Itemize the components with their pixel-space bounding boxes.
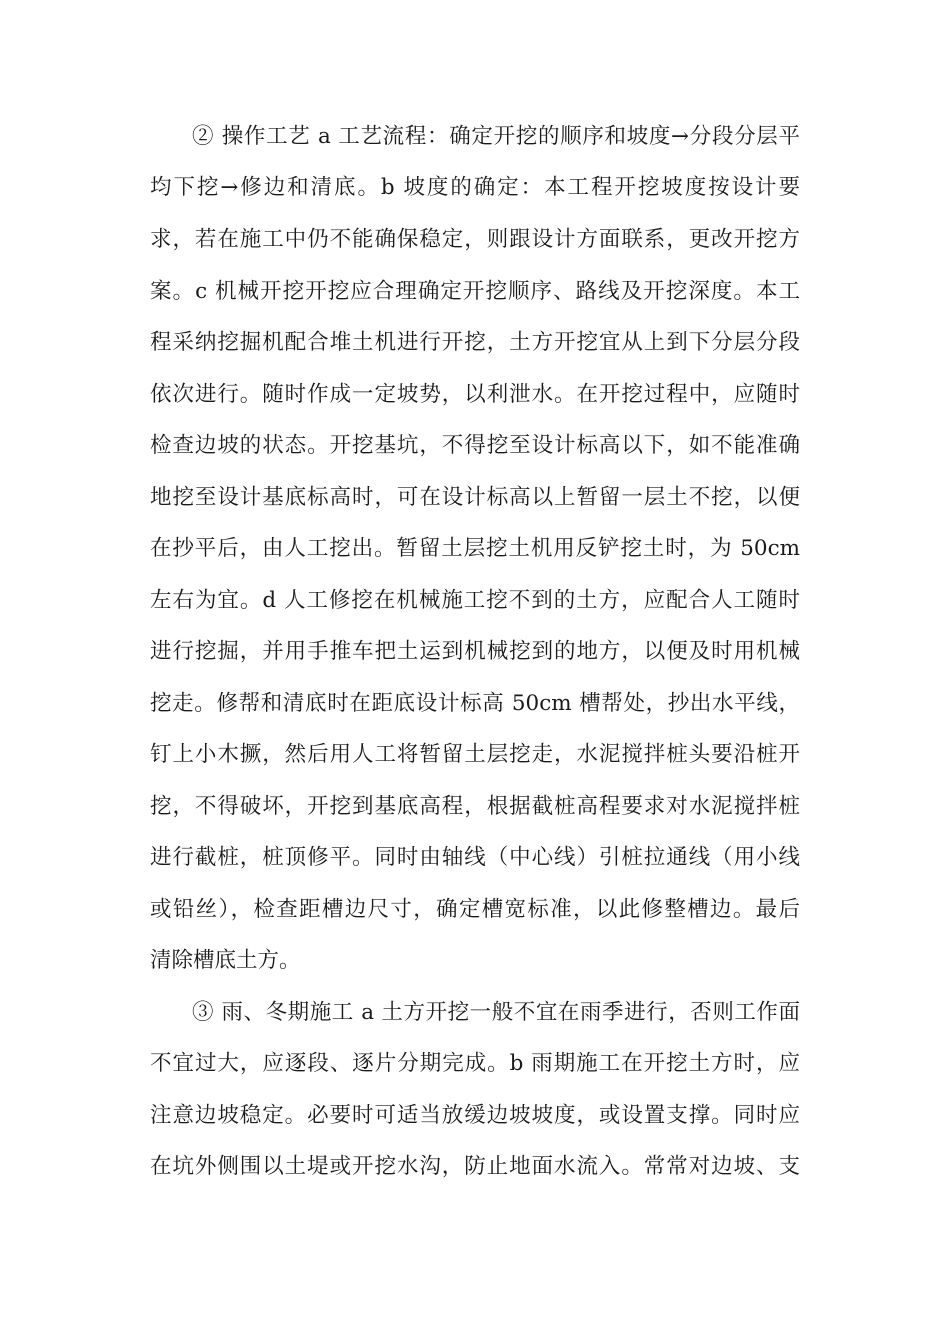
paragraph-1-line-13: 钉上小木撅，然后用人工将暂留土层挖走，水泥搅拌桩头要沿桩开 <box>150 742 800 767</box>
paragraph-1-line-16: 或铅丝），检查距槽边尺寸，确定槽宽标准，以此修整槽边。最后 <box>150 897 800 922</box>
paragraph-1-line-3: 求，若在施工中仍不能确保稳定，则跟设计方面联系，更改开挖方 <box>150 227 800 252</box>
paragraph-2-line-2: 不宜过大，应逐段、逐片分期完成。b 雨期施工在开挖土方时，应 <box>150 1051 800 1076</box>
paragraph-1-line-10: 左右为宜。d 人工修挖在机械施工挖不到的土方，应配合人工随时 <box>150 588 800 613</box>
paragraph-1-line-15: 进行截桩，桩顶修平。同时由轴线（中心线）引桩拉通线（用小线 <box>150 845 800 870</box>
paragraph-1-line-4: 案。c 机械开挖开挖应合理确定开挖顺序、路线及开挖深度。本工 <box>150 279 800 304</box>
paragraph-1-line-9: 在抄平后，由人工挖出。暂留土层挖土机用反铲挖土时，为 50cm <box>150 536 800 561</box>
paragraph-2-line-3: 注意边坡稳定。必要时可适当放缓边坡坡度，或设置支撑。同时应 <box>150 1103 800 1128</box>
paragraph-1-line-17: 清除槽底土方。 <box>150 948 301 973</box>
paragraph-1-line-14: 挖，不得破坏，开挖到基底高程，根据截桩高程要求对水泥搅拌桩 <box>150 794 800 819</box>
paragraph-1-line-6: 依次进行。随时作成一定坡势，以利泄水。在开挖过程中，应随时 <box>150 382 800 407</box>
paragraph-1-line-1: ② 操作工艺 a 工艺流程：确定开挖的顺序和坡度→分段分层平 <box>192 124 800 149</box>
paragraph-2-line-4: 在坑外侧围以土堤或开挖水沟，防止地面水流入。常常对边坡、支 <box>150 1154 800 1179</box>
paragraph-2-line-1: ③ 雨、冬期施工 a 土方开挖一般不宜在雨季进行，否则工作面 <box>192 1000 800 1025</box>
paragraph-1-line-8: 地挖至设计基底标高时，可在设计标高以上暂留一层土不挖，以便 <box>150 485 800 510</box>
paragraph-1-line-2: 均下挖→修边和清底。b 坡度的确定：本工程开挖坡度按设计要 <box>150 175 800 200</box>
paragraph-1-line-11: 进行挖掘，并用手推车把土运到机械挖到的地方，以便及时用机械 <box>150 639 800 664</box>
paragraph-1-line-7: 检查边坡的状态。开挖基坑，不得挖至设计标高以下，如不能准确 <box>150 433 800 458</box>
paragraph-1-line-5: 程采纳挖掘机配合堆土机进行开挖，土方开挖宜从上到下分层分段 <box>150 330 800 355</box>
paragraph-1-line-12: 挖走。修帮和清底时在距底设计标高 50cm 槽帮处，抄出水平线， <box>150 691 800 716</box>
